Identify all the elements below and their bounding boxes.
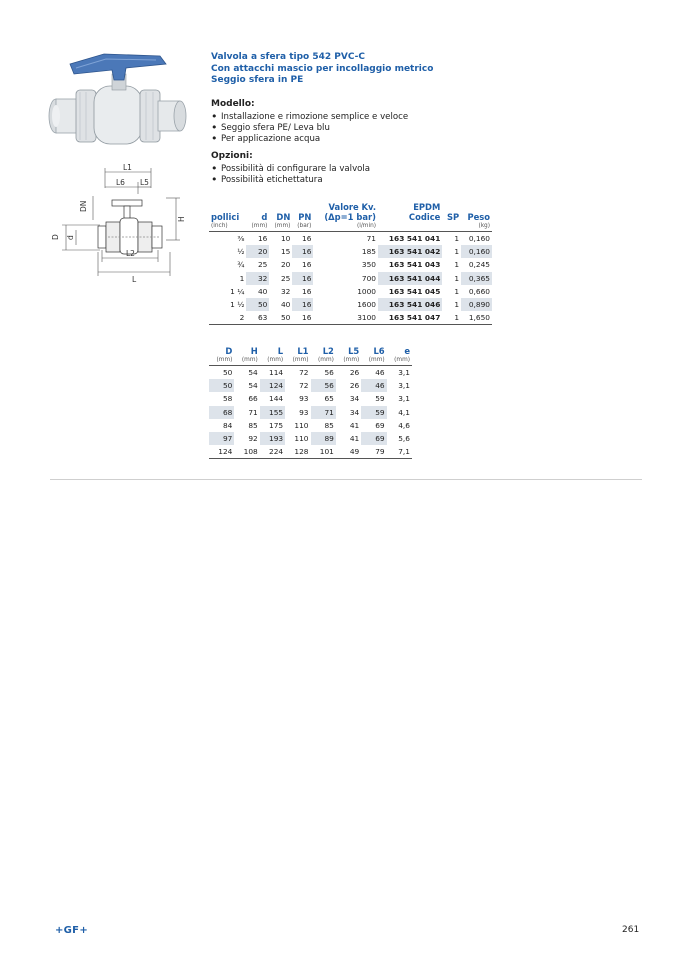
drawing-label-d-big: D: [51, 234, 60, 240]
table-cell: 0,660: [468, 286, 490, 296]
table-cell: 26: [349, 368, 360, 377]
table-cell: 108: [243, 447, 258, 457]
table-cell: 93: [299, 407, 309, 417]
table-cell: 26: [349, 381, 360, 391]
table-cell: 50: [209, 379, 234, 392]
list-item: • Possibilità di configurare la valvola: [211, 164, 370, 175]
drawing-label-dn: DN: [79, 200, 88, 212]
table-cell: 163 541 041: [388, 234, 441, 243]
table-cell: 97: [209, 432, 234, 445]
table-cell: 84: [222, 420, 233, 430]
table-row: [209, 298, 492, 311]
list-item: • Installazione e rimozione semplice e veloce: [211, 112, 408, 123]
table-cell: ½: [237, 247, 245, 257]
table-cell: 41: [349, 434, 360, 444]
table-cell: 124: [260, 379, 285, 392]
table-row: [209, 419, 412, 432]
table-row: [209, 379, 412, 392]
table-cell: 65: [324, 394, 334, 404]
table-row: [209, 258, 492, 271]
product-title: [211, 52, 433, 87]
table-cell: 110: [294, 434, 309, 444]
product-image-ball-valve: [42, 46, 192, 154]
table-cell: 163 541 046: [378, 298, 442, 311]
table-cell: 1600: [357, 300, 377, 310]
col-header-L: L (mm): [267, 346, 284, 363]
table-header-row: [209, 202, 492, 232]
table-cell: 1: [454, 300, 460, 310]
table-cell: 92: [248, 434, 258, 444]
table-cell: 1: [454, 247, 460, 257]
table-cell: 85: [248, 420, 258, 430]
modello-heading: Modello:: [211, 99, 255, 109]
table-cell: 50: [280, 313, 291, 323]
drawing-label-d-small: d: [66, 235, 75, 240]
table-cell: 1: [454, 273, 460, 283]
table-cell: 128: [294, 447, 309, 457]
col-header-L1: L1 (mm): [292, 346, 309, 363]
table-cell: 16: [302, 260, 312, 270]
table-cell: 193: [260, 432, 285, 445]
table-cell: 700: [361, 273, 377, 283]
table-cell: 3,1: [398, 368, 410, 377]
table-cell: 1: [454, 234, 460, 243]
table-cell: 69: [361, 432, 386, 445]
table-cell: 79: [375, 447, 385, 457]
table-cell: 16: [292, 298, 313, 311]
table-cell: 163 541 043: [388, 260, 441, 270]
drawing-label-l: L: [132, 275, 137, 284]
table-cell: 32: [280, 286, 291, 296]
table-header-row: [209, 346, 412, 366]
table-cell: 2: [239, 313, 245, 323]
col-header-kv: Valore Kv. (Δp=1 bar) (l/min): [324, 202, 377, 229]
table-cell: 1: [454, 286, 460, 296]
table-cell: 110: [294, 420, 309, 430]
table-cell: 54: [248, 368, 258, 377]
table-cell: 224: [269, 447, 284, 457]
table-cell: 93: [299, 394, 309, 404]
table-cell: 163 541 047: [388, 313, 441, 323]
table-cell: 34: [349, 394, 360, 404]
table-cell: 15: [280, 247, 291, 257]
table-row: [209, 432, 412, 445]
product-codes-table: [209, 202, 492, 325]
gf-logo: +GF+: [55, 925, 88, 936]
list-item: • Per applicazione acqua: [211, 134, 408, 145]
table-cell: 32: [246, 272, 269, 285]
table-cell: 101: [319, 447, 334, 457]
table-cell: 66: [248, 394, 258, 404]
table-cell: 46: [375, 368, 385, 377]
table-cell: 40: [280, 300, 291, 310]
col-header-dn: DN (mm): [274, 212, 291, 229]
table-cell: 0,160: [468, 234, 490, 243]
table-cell: 25: [280, 273, 291, 283]
col-header-L5: L5 (mm): [343, 346, 360, 363]
table-cell: 85: [324, 420, 334, 430]
table-cell: 72: [299, 381, 309, 391]
table-cell: 16: [257, 234, 268, 243]
col-header-pollici: pollici (inch): [211, 212, 240, 229]
table-cell: 50: [246, 298, 269, 311]
page-number: 261: [622, 925, 640, 935]
table-cell: 1: [454, 260, 460, 270]
table-cell: 1 ½: [230, 300, 245, 310]
col-header-L2: L2 (mm): [318, 346, 334, 363]
table-cell: 71: [248, 407, 258, 417]
drawing-label-l1: L1: [123, 163, 132, 172]
table-cell: 41: [349, 420, 360, 430]
table-cell: 20: [246, 245, 269, 258]
dimensions-table: [209, 346, 412, 459]
table-cell: 1,650: [468, 313, 490, 323]
table-cell: 1: [239, 273, 245, 283]
table-cell: 0,890: [461, 298, 492, 311]
opzioni-list: [211, 164, 370, 186]
col-header-d: d (mm): [251, 212, 268, 229]
col-header-e: e (mm): [394, 346, 410, 363]
opzioni-heading: Opzioni:: [211, 151, 253, 161]
table-cell: 175: [269, 420, 284, 430]
table-row: [209, 366, 412, 380]
table-cell: 89: [311, 432, 336, 445]
table-cell: 40: [257, 286, 268, 296]
list-item: • Seggio sfera PE/ Leva blu: [211, 123, 408, 134]
drawing-label-l2: L2: [126, 249, 135, 258]
table-cell: ¾: [237, 260, 245, 270]
table-row: [209, 245, 492, 258]
page-divider: [50, 479, 642, 480]
col-header-epdm: EPDM Codice: [408, 202, 441, 222]
title-line: Seggio sfera in PE: [211, 75, 304, 85]
table-cell: 59: [361, 406, 386, 419]
table-cell: 163 541 042: [378, 245, 442, 258]
table-row: [209, 445, 412, 459]
table-cell: 71: [311, 406, 336, 419]
table-cell: 49: [349, 447, 360, 457]
table-cell: 185: [361, 247, 377, 257]
table-cell: 7,1: [398, 447, 410, 457]
table-cell: 155: [260, 406, 285, 419]
table-cell: 5,6: [398, 434, 410, 444]
drawing-label-l5: L5: [140, 178, 149, 187]
table-cell: 3100: [357, 313, 377, 323]
table-cell: 4,1: [398, 407, 410, 417]
table-cell: 4,6: [398, 420, 410, 430]
table-cell: 16: [292, 245, 313, 258]
list-item: • Possibilità etichettatura: [211, 175, 370, 186]
col-header-H: H (mm): [241, 346, 258, 363]
col-header-D: D (mm): [216, 346, 233, 363]
col-header-L6: L6 (mm): [368, 346, 385, 363]
table-cell: 25: [257, 260, 268, 270]
col-header-pn: PN (bar): [297, 212, 312, 229]
table-cell: 1000: [357, 286, 377, 296]
title-line: Con attacchi mascio per incollaggio metrico: [211, 63, 434, 74]
table-cell: 20: [280, 260, 291, 270]
modello-list: [211, 112, 408, 145]
title-line: Valvola a sfera tipo 542 PVC-C: [211, 52, 365, 62]
table-cell: 3,1: [398, 381, 410, 391]
table-cell: 34: [349, 407, 360, 417]
table-cell: 163 541 045: [388, 286, 441, 296]
table-cell: 50: [222, 368, 233, 377]
table-cell: 350: [361, 260, 377, 270]
table-cell: 16: [302, 234, 312, 243]
table-cell: 10: [280, 234, 291, 243]
table-row: [209, 285, 492, 298]
table-row: [209, 272, 492, 285]
table-cell: 1: [454, 313, 460, 323]
table-cell: 163 541 044: [378, 272, 442, 285]
table-cell: 63: [257, 313, 268, 323]
table-cell: 3,1: [398, 394, 410, 404]
table-cell: 0,245: [468, 260, 490, 270]
table-row: [209, 406, 412, 419]
table-cell: 1 ¼: [230, 286, 245, 296]
table-cell: 46: [361, 379, 386, 392]
table-cell: 16: [302, 313, 312, 323]
col-header-sp: SP: [446, 212, 460, 222]
table-cell: 72: [299, 368, 309, 377]
table-cell: ⅜: [237, 234, 245, 243]
drawing-label-h: H: [177, 216, 186, 222]
table-cell: 59: [375, 394, 385, 404]
table-cell: 114: [269, 368, 284, 377]
table-cell: 56: [324, 368, 334, 377]
table-cell: 0,365: [461, 272, 492, 285]
table-cell: 0,160: [461, 245, 492, 258]
table-cell: 58: [222, 394, 233, 404]
table-cell: 144: [269, 394, 284, 404]
table-cell: 54: [248, 381, 258, 391]
table-row: [209, 232, 492, 246]
table-cell: 124: [218, 447, 233, 457]
table-row: [209, 311, 492, 325]
table-cell: 71: [366, 234, 377, 243]
drawing-label-l6: L6: [116, 178, 125, 187]
col-header-peso: Peso (kg): [467, 212, 490, 229]
table-cell: 16: [302, 286, 312, 296]
table-cell: 68: [209, 406, 234, 419]
table-cell: 56: [311, 379, 336, 392]
table-row: [209, 392, 412, 405]
dimension-drawing: [48, 160, 198, 285]
table-cell: 69: [375, 420, 385, 430]
table-cell: 16: [292, 272, 313, 285]
